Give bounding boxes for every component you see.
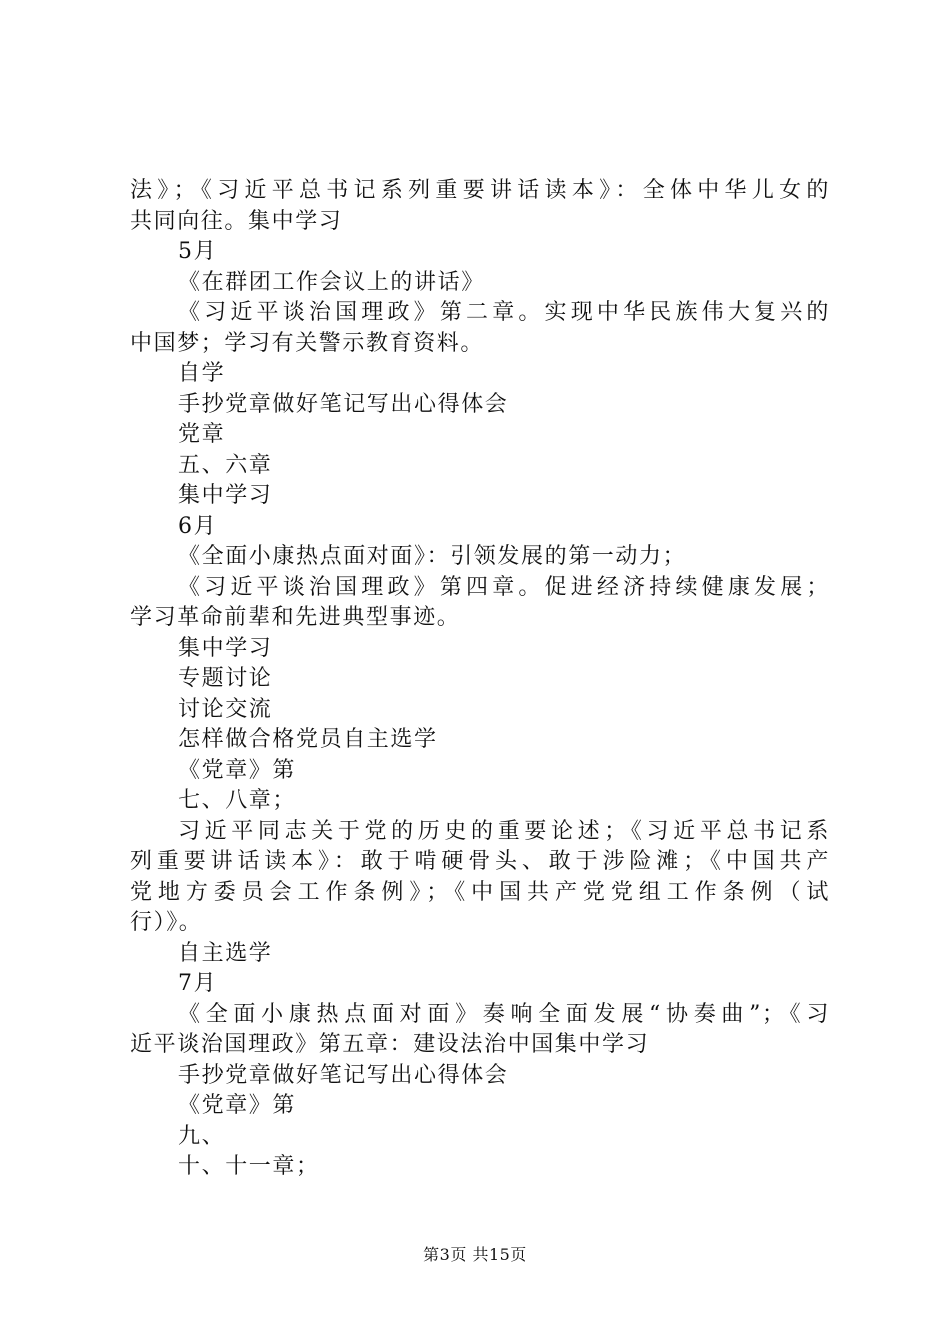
text-line: 怎样做合格党员自主选学 bbox=[178, 727, 438, 752]
text-line: 列重要讲话读本》：敢于啃硬骨头、敢于涉险滩；《中国共产 bbox=[130, 849, 830, 874]
page-number: 第3页 共15页 bbox=[423, 1245, 527, 1264]
text-line: 自主选学 bbox=[178, 940, 273, 966]
text-line: 近平谈治国理政》第五章：建设法治中国集中学习 bbox=[130, 1032, 650, 1057]
text-line: 自学 bbox=[178, 361, 226, 386]
text-line: 十、十一章； bbox=[178, 1154, 320, 1179]
text-line: 《习近平谈治国理政》第四章。促进经济持续健康发展； bbox=[178, 574, 830, 600]
text-line: 《党章》第 bbox=[178, 1093, 297, 1118]
text-line: 九、 bbox=[178, 1123, 226, 1149]
text-line: 《全面小康热点面对面》奏响全面发展“协奏曲”；《习 bbox=[178, 1001, 830, 1027]
text-line: 手抄党章做好笔记写出心得体会 bbox=[178, 1062, 509, 1088]
text-line: 五、六章 bbox=[178, 452, 273, 478]
text-line: 《党章》第 bbox=[178, 757, 297, 783]
text-line: 5月 bbox=[178, 239, 218, 264]
text-line: 集中学习 bbox=[178, 635, 273, 661]
text-line: 习近平同志关于党的历史的重要论述；《习近平总书记系 bbox=[178, 818, 830, 844]
text-line: 行）》。 bbox=[130, 910, 203, 935]
text-line: 7月 bbox=[178, 971, 218, 996]
text-line: 讨论交流 bbox=[178, 696, 273, 722]
text-line: 《习近平谈治国理政》第二章。实现中华民族伟大复兴的 bbox=[178, 300, 830, 325]
text-line: 专题讨论 bbox=[178, 666, 273, 691]
document-body bbox=[130, 176, 830, 1183]
text-line: 法》；《习近平总书记系列重要讲话读本》：全体中华儿女的 bbox=[130, 178, 830, 203]
text-line: 6月 bbox=[178, 513, 218, 539]
text-line: 中国梦；学习有关警示教育资料。 bbox=[130, 330, 485, 356]
text-line: 学习革命前辈和先进典型事迹。 bbox=[130, 605, 461, 630]
text-line: 党地方委员会工作条例》；《中国共产党党组工作条例（试 bbox=[130, 879, 830, 905]
text-line: 共同向往。集中学习 bbox=[130, 208, 343, 234]
text-line: 手抄党章做好笔记写出心得体会 bbox=[178, 391, 509, 417]
page-footer bbox=[0, 1242, 950, 1265]
text-line: 党章 bbox=[178, 422, 226, 447]
text-line: 《全面小康热点面对面》：引领发展的第一动力； bbox=[178, 544, 687, 569]
text-line: 集中学习 bbox=[178, 483, 273, 508]
text-line: 七、八章； bbox=[178, 788, 297, 813]
text-line: 《在群团工作会议上的讲话》 bbox=[178, 269, 485, 295]
